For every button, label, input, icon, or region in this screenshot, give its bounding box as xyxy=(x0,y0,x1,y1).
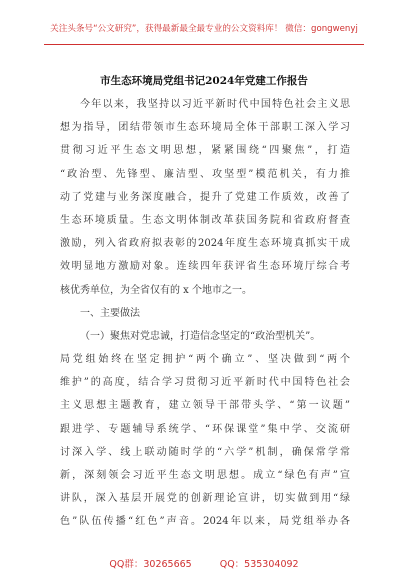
paragraph-line: 核优秀单位，为全省仅有的 x 个地市之一。 xyxy=(60,284,252,296)
paragraph-line: “政治型、先锋型、廉洁型、攻坚型”模范机关，有力推 xyxy=(60,168,350,180)
paragraph-line: 色”队伍传播“红色”声音。2024年以来，局党组举办各 xyxy=(60,516,350,528)
header-divider xyxy=(44,44,364,45)
paragraph-line: 局党组始终在坚定拥护“两个确立”、坚决做到“两个 xyxy=(60,354,350,366)
sub-heading: （一）聚焦对党忠诚，打造信念坚定的“政治型机关”。 xyxy=(80,330,321,342)
paragraph-line: 动了党建与业务深度融合，提升了党建工作质效，改善了 xyxy=(60,191,350,203)
paragraph-line: 想为指导，团结带领市生态环境局全体干部职工深入学习 xyxy=(60,122,350,134)
paragraph-line: 效明显地方激励对象。连续四年获评省生态环境厅综合考 xyxy=(60,261,350,273)
paragraph-line: 主义思想主题教育，建立领导干部带头学、“第一议题” xyxy=(60,400,350,412)
paragraph-line: 维护”的高度，结合学习贯彻习近平新时代中国特色社会 xyxy=(60,377,350,389)
paragraph-line: 新，深刻领会习近平生态文明思想。成立“绿色有声”宣 xyxy=(60,470,350,481)
paragraph-line: 讲队，深入基层开展党的创新理论宣讲，切实做到用“绿 xyxy=(60,493,350,505)
document-title: 市生态环境局党组书记2024年党建工作报告 xyxy=(100,75,308,87)
footer-qq-group: QQ群：30265665 xyxy=(109,559,192,570)
paragraph-line: 讨深入学、线上联动随时学的“六学”机制，确保常学常 xyxy=(60,446,350,458)
footer-qq: QQ：535304092 xyxy=(219,559,299,570)
paragraph-line: 今年以来，我坚持以习近平新时代中国特色社会主义思 xyxy=(80,99,350,110)
paragraph-line: 生态环境质量。生态文明体制改革获国务院和省政府督查 xyxy=(60,214,350,226)
paragraph-line: 激励，列入省政府拟表彰的2024年度生态环境真抓实干成 xyxy=(60,238,350,250)
document-body xyxy=(60,93,350,534)
paragraph-line: 贯彻习近平生态文明思想，紧紧围绕“四聚焦”，打造 xyxy=(60,145,350,157)
paragraph-line: 跟进学、专题辅导系统学、“环保课堂”集中学、交流研 xyxy=(60,423,350,435)
header-banner: 关注头条号“公文研究”，获得最新最全最专业的公文资料库！ 微信：gongwenyj xyxy=(50,24,358,34)
section-heading: 一、主要做法 xyxy=(80,307,140,319)
footer-contact xyxy=(0,556,408,570)
